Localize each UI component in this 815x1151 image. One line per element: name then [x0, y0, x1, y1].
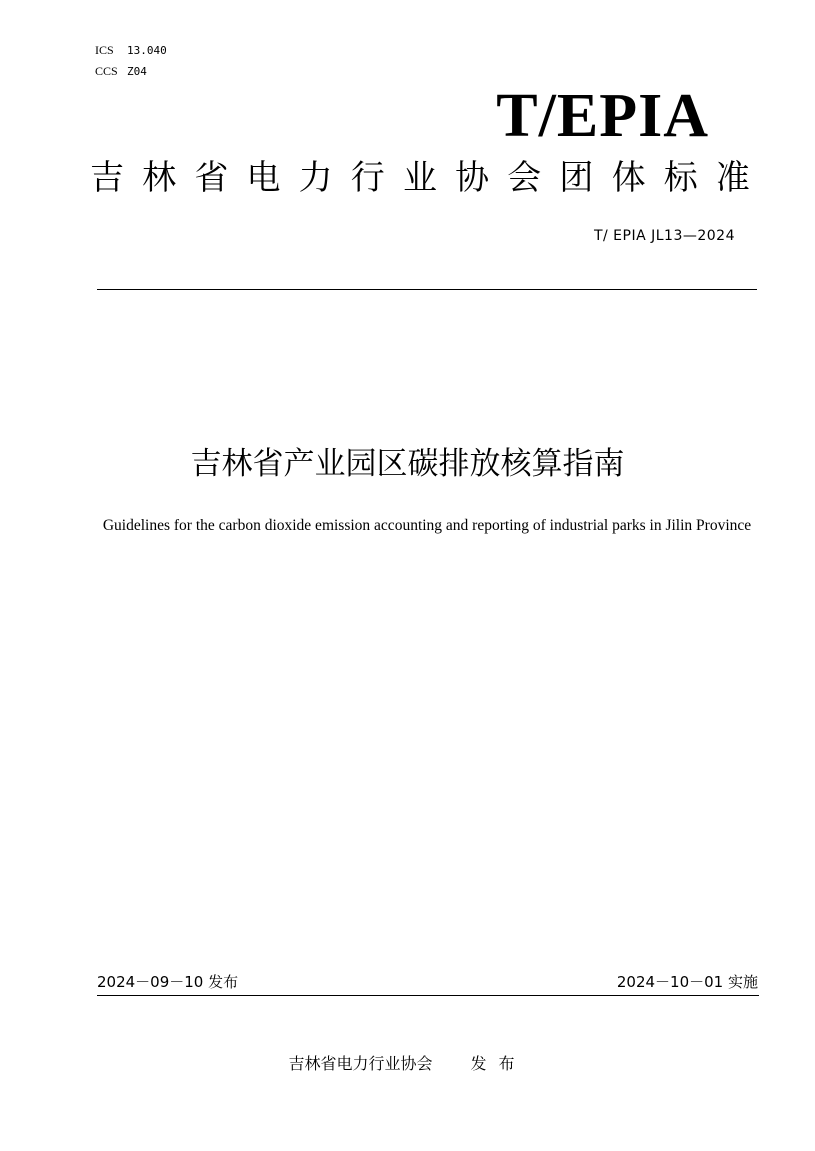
- org-title-char: 林: [142, 158, 177, 198]
- issue-date: 2024－09－10 发布: [97, 973, 239, 991]
- implementation-date: 2024－10－01 实施: [616, 973, 758, 991]
- org-title-char: 体: [611, 158, 646, 198]
- org-title-char: 业: [402, 158, 437, 198]
- ics-label: ICS: [95, 43, 114, 57]
- publisher-action: 发布: [470, 1054, 527, 1073]
- footer-divider: [97, 995, 759, 996]
- org-title-char: 会: [507, 158, 542, 198]
- document-title-english: Guidelines for the carbon dioxide emission accounting and reporting of industrial parks in Jilin Province: [102, 517, 752, 534]
- org-title-char: 行: [350, 158, 385, 198]
- org-title-char: 省: [194, 158, 229, 198]
- org-title-char: 标: [663, 158, 698, 198]
- header-divider: [97, 289, 757, 290]
- organization-standard-title: [90, 155, 750, 201]
- ccs-value: Z04: [127, 65, 147, 78]
- publisher-line: [0, 1053, 815, 1075]
- org-title-char: 力: [298, 158, 333, 198]
- org-title-char: 协: [455, 158, 490, 198]
- org-title-char: 准: [715, 158, 750, 198]
- publisher-name: 吉林省电力行业协会: [288, 1054, 433, 1073]
- org-title-char: 电: [246, 158, 281, 198]
- ccs-label: CCS: [95, 64, 118, 78]
- standard-number: T/ EPIA JL13—2024: [593, 228, 735, 244]
- org-title-char: 吉: [90, 158, 124, 198]
- classification-codes: [95, 40, 167, 82]
- ics-value: 13.040: [127, 44, 167, 57]
- standard-code: T/EPIA: [496, 82, 709, 150]
- org-title-char: 团: [559, 158, 594, 198]
- ccs-row: [95, 61, 167, 82]
- ics-row: [95, 40, 167, 61]
- document-title-chinese: 吉林省产业园区碳排放核算指南: [190, 446, 625, 482]
